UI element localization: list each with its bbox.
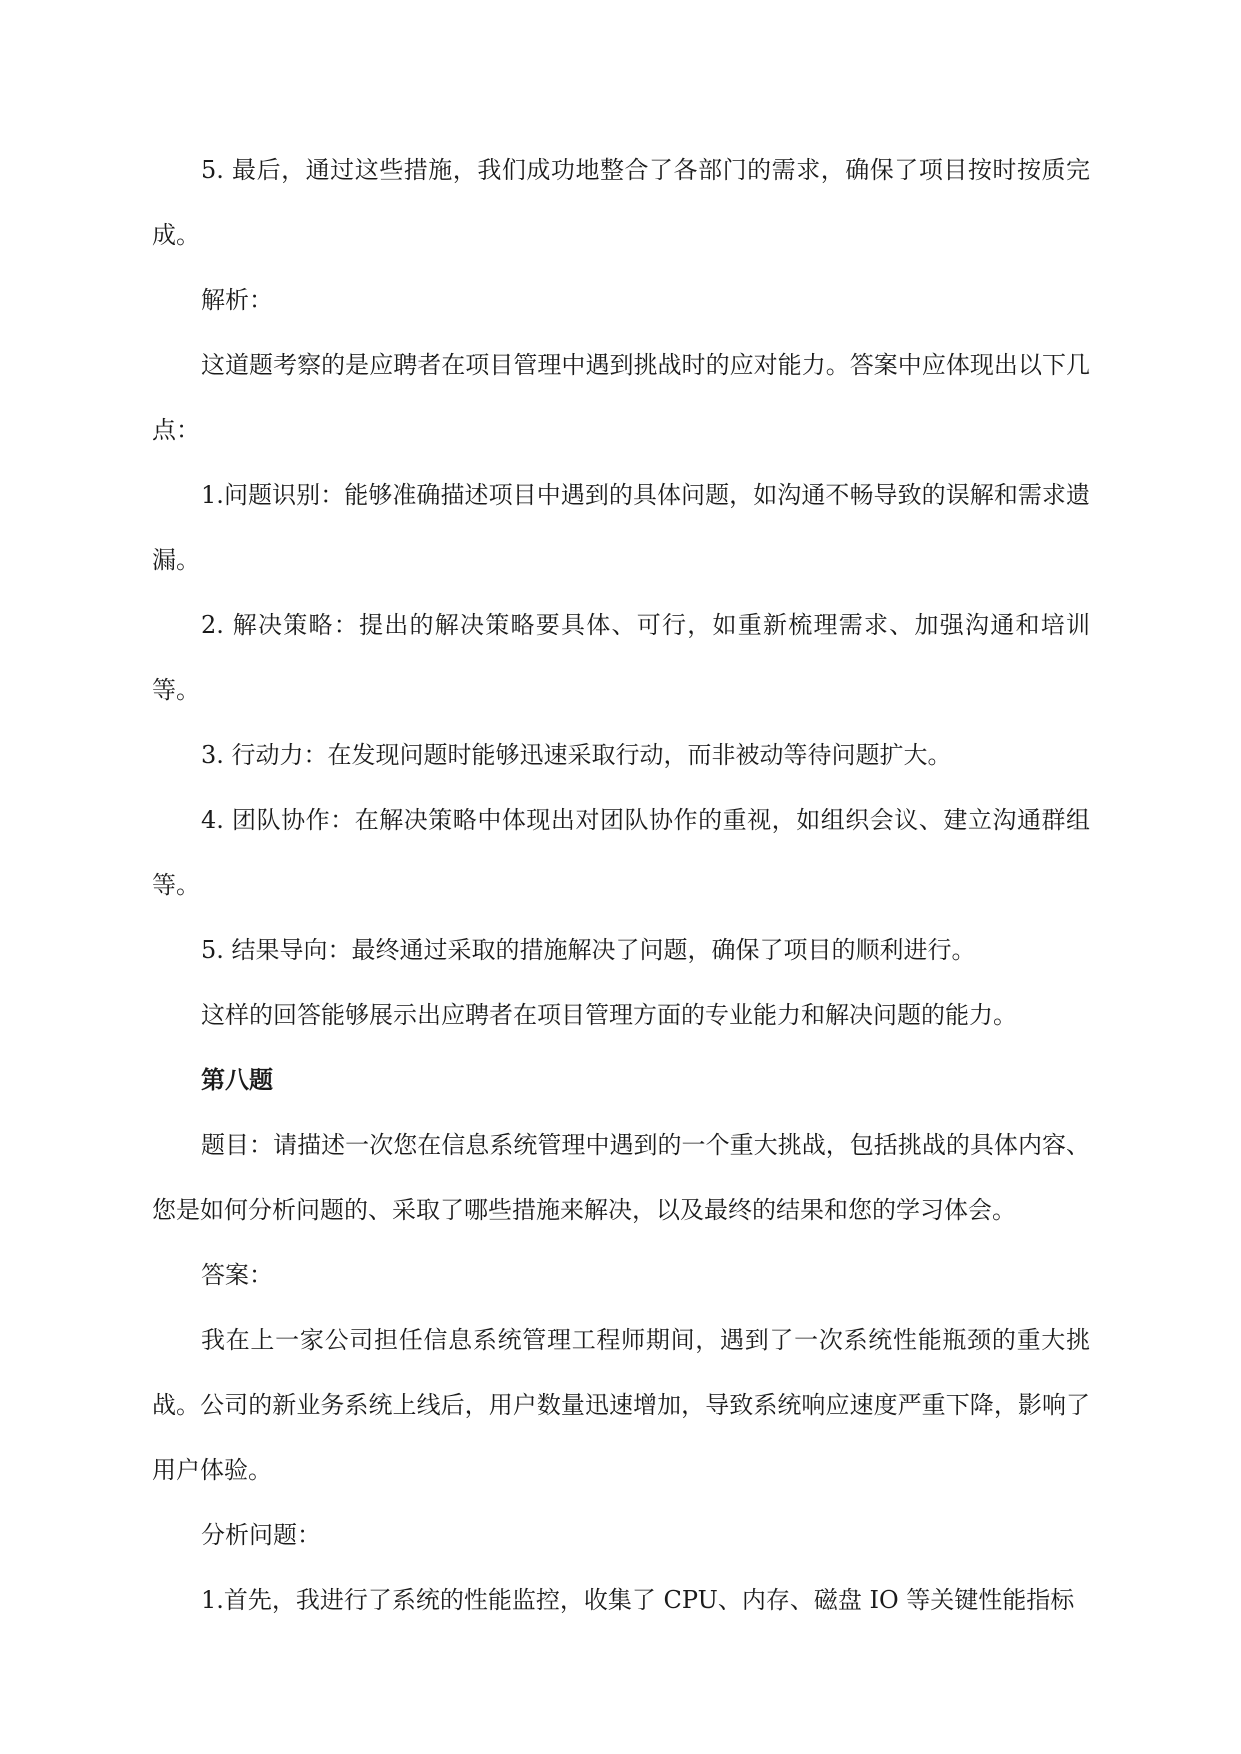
paragraph-analysis-step-1: 1.首先，我进行了系统的性能监控，收集了 CPU、内存、磁盘 IO 等关键性能指标: [201, 1586, 1075, 1614]
paragraph-step-5-conclusion: 5. 最后，通过这些措施，我们成功地整合了各部门的需求，确保了项目按时按质完成。: [152, 156, 1090, 249]
paragraph-summary: 这样的回答能够展示出应聘者在项目管理方面的专业能力和解决问题的能力。: [201, 1001, 1017, 1029]
paragraph-point-4: 4. 团队协作：在解决策略中体现出对团队协作的重视，如组织会议、建立沟通群组等。: [152, 806, 1090, 899]
paragraph-answer-body: 我在上一家公司担任信息系统管理工程师期间，遇到了一次系统性能瓶颈的重大挑战。公司的新业务系统上线后，用户数量迅速增加，导致系统响应速度严重下降，影响了用户体验。: [152, 1326, 1090, 1484]
paragraph-problem-analysis-label: 分析问题：: [201, 1521, 321, 1549]
paragraph-point-5: 5. 结果导向：最终通过采取的措施解决了问题，确保了项目的顺利进行。: [201, 936, 976, 964]
paragraph-point-1: 1.问题识别：能够准确描述项目中遇到的具体问题，如沟通不畅导致的误解和需求遗漏。: [152, 481, 1090, 574]
paragraph-point-3: 3. 行动力：在发现问题时能够迅速采取行动，而非被动等待问题扩大。: [201, 741, 952, 769]
paragraph-answer-label: 答案：: [201, 1261, 273, 1289]
paragraph-question: 题目：请描述一次您在信息系统管理中遇到的一个重大挑战，包括挑战的具体内容、您是如何分析问题的、采取了哪些措施来解决，以及最终的结果和您的学习体会。: [152, 1131, 1090, 1224]
paragraph-point-2: 2. 解决策略：提出的解决策略要具体、可行，如重新梳理需求、加强沟通和培训等。: [152, 611, 1090, 704]
section-heading: 第八题: [201, 1066, 273, 1094]
document-body: [152, 138, 1090, 1633]
paragraph-analysis-intro: 这道题考察的是应聘者在项目管理中遇到挑战时的应对能力。答案中应体现出以下几点：: [152, 351, 1090, 444]
paragraph-analysis-label: 解析：: [201, 286, 273, 314]
